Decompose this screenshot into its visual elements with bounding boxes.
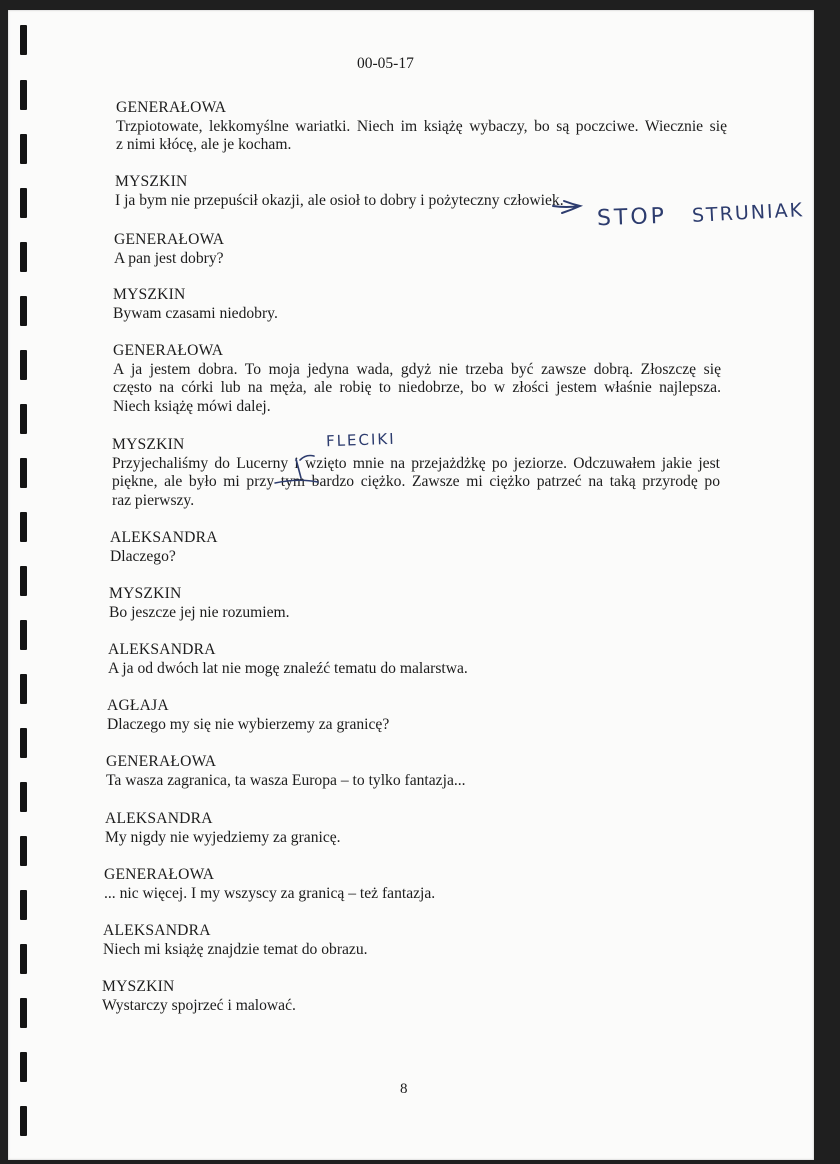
underline-mark (275, 480, 318, 483)
speaker-name: GENERAŁOWA (116, 99, 227, 116)
dialogue-line: Bo jeszcze jej nie rozumiem. (109, 603, 290, 621)
dialogue-line: często na córki lub na męża, ale robię to niedobrze, bo w złości jestem właśnie najlepsza. (113, 379, 721, 396)
speaker-name: MYSZKIN (109, 585, 182, 602)
speaker-name: MYSZKIN (102, 978, 175, 995)
dialogue-line: A ja od dwóch lat nie mogę znaleźć tematu do malarstwa. (108, 659, 468, 677)
dialogue-line: Dlaczego my się nie wybierzemy za granicę? (107, 715, 390, 733)
speaker-name: AGŁAJA (107, 697, 169, 714)
document-header-code: 00-05-17 (357, 55, 414, 72)
speaker-name: MYSZKIN (115, 173, 188, 190)
speaker-name: ALEKSANDRA (105, 810, 213, 827)
dialogue-line: I ja bym nie przepuścił okazji, ale osioł to dobry i pożyteczny człowiek. (115, 191, 564, 209)
dialogue-line: A pan jest dobry? (114, 249, 224, 267)
dialogue-line: Bywam czasami niedobry. (113, 304, 278, 322)
dialogue-line: Przyjechaliśmy do Lucerny i wzięto mnie na przejażdżkę po jeziorze. Odczuwałem jakie jest (112, 454, 720, 472)
speaker-name: GENERAŁOWA (113, 342, 224, 359)
speaker-name: GENERAŁOWA (106, 753, 217, 770)
dialogue-line: Trzpiotowate, lekkomyślne wariatki. Niech im książę wybaczy, bo są poczciwe. Wiecznie się (116, 117, 727, 135)
dialogue-line: Wystarczy spojrzeć i malować. (102, 996, 296, 1014)
speaker-name: MYSZKIN (112, 436, 185, 453)
dialogue-line: Dlaczego? (110, 547, 176, 565)
insertion-mark (296, 456, 314, 479)
speaker-name: GENERAŁOWA (114, 231, 225, 248)
dialogue-line: Ta wasza zagranica, ta wasza Europa – to tylko fantazja... (106, 771, 466, 789)
handwritten-fleciki: FLECIKI (325, 429, 396, 451)
dialogue-line: Niech książę mówi dalej. (113, 397, 271, 415)
dialogue-line: A ja jestem dobra. To moja jedyna wada, gdyż nie trzeba być zawsze dobrą. Złoszczę się (113, 360, 721, 378)
speaker-name: GENERAŁOWA (104, 866, 215, 883)
dialogue-line: piękne, ale było mi przy tym bardzo ciężko. Zawsze mi ciężko patrzeć na taką przyrodę po (112, 473, 720, 490)
dialogue-line: ... nic więcej. I my wszyscy za granicą – też fantazja. (104, 884, 436, 902)
dialogue-line: z nimi kłócę, ale je kocham. (116, 136, 292, 153)
dialogue-line: raz pierwszy. (112, 491, 195, 509)
speaker-name: ALEKSANDRA (108, 641, 216, 658)
handwritten-name: STRUNIAK (691, 199, 805, 227)
speaker-name: MYSZKIN (113, 286, 186, 303)
dialogue-line: My nigdy nie wyjedziemy za granicę. (105, 828, 341, 846)
page-number: 8 (400, 1081, 408, 1097)
handwritten-stop: STOP (596, 203, 668, 232)
speaker-name: ALEKSANDRA (110, 529, 218, 546)
speaker-name: ALEKSANDRA (103, 922, 211, 939)
dialogue-line: Niech mi książę znajdzie temat do obrazu. (103, 940, 368, 958)
arrow-mark (553, 201, 580, 213)
